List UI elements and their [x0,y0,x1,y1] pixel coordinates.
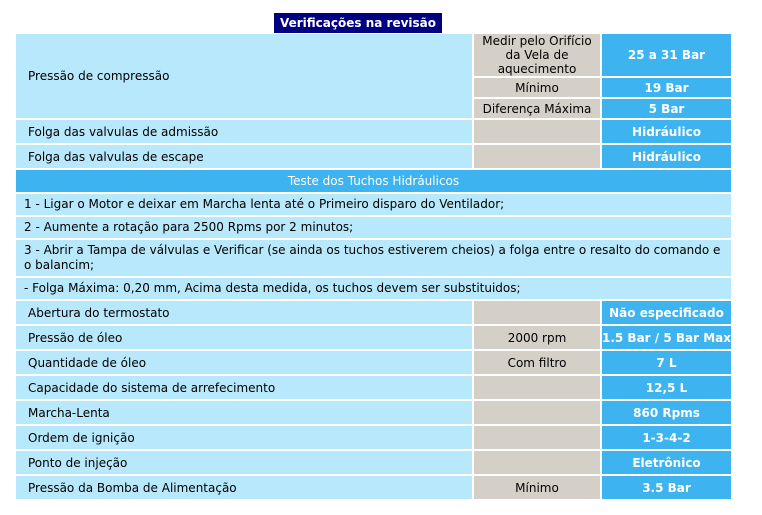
idle-value: 860 Rpms [602,401,733,426]
cooling-capacity-mid [474,376,602,401]
thermostat-mid [474,301,602,326]
injection-label: Ponto de injeção [16,451,474,476]
page-title: Verificações na revisão [274,13,442,33]
oil-quantity-label: Quantidade de óleo [16,351,474,376]
idle-mid [474,401,602,426]
compression-label: Pressão de compressão [16,34,474,120]
firing-order-label: Ordem de ignição [16,426,474,451]
compression-min-value: 19 Bar [602,78,733,99]
idle-label: Marcha-Lenta [16,401,474,426]
oil-pressure-mid: 2000 rpm [474,326,602,351]
oil-quantity-mid: Com filtro [474,351,602,376]
thermostat-label: Abertura do termostato [16,301,474,326]
intake-valve-mid [474,120,602,145]
intake-valve-value: Hidráulico [602,120,733,145]
exhaust-valve-mid [474,145,602,170]
section-header: Teste dos Tuchos Hidráulicos [16,170,733,194]
fuel-pump-mid: Mínimo [474,476,602,501]
firing-order-value: 1-3-4-2 [602,426,733,451]
fuel-pump-value: 3.5 Bar [602,476,733,501]
step-4: - Folga Máxima: 0,20 mm, Acima desta medida, os tuchos devem ser substituidos; [16,278,733,301]
exhaust-valve-value: Hidráulico [602,145,733,170]
compression-value: 25 a 31 Bar [602,34,733,78]
step-1: 1 - Ligar o Motor e deixar em Marcha lenta até o Primeiro disparo do Ventilador; [16,194,733,217]
step-3: 3 - Abrir a Tampa de válvulas e Verificar (se ainda os tuchos estiverem cheios) a folga entre o resalto do comando e o balancim; [16,240,733,278]
thermostat-value: Não especificado [602,301,733,326]
step-2: 2 - Aumente a rotação para 2500 Rpms por 2 minutos; [16,217,733,240]
cooling-capacity-label: Capacidade do sistema de arrefecimento [16,376,474,401]
compression-min-label: Mínimo [474,78,602,99]
oil-pressure-label: Pressão de óleo [16,326,474,351]
intake-valve-label: Folga das valvulas de admissão [16,120,474,145]
oil-quantity-value: 7 L [602,351,733,376]
firing-order-mid [474,426,602,451]
revision-table [16,34,733,501]
compression-diff-label: Diferença Máxima [474,99,602,120]
oil-pressure-value: 1.5 Bar / 5 Bar Max [602,326,733,351]
injection-value: Eletrônico [602,451,733,476]
compression-diff-value: 5 Bar [602,99,733,120]
compression-method: Medir pelo Orifício da Vela de aquecimento [474,34,602,78]
fuel-pump-label: Pressão da Bomba de Alimentação [16,476,474,501]
injection-mid [474,451,602,476]
cooling-capacity-value: 12,5 L [602,376,733,401]
exhaust-valve-label: Folga das valvulas de escape [16,145,474,170]
